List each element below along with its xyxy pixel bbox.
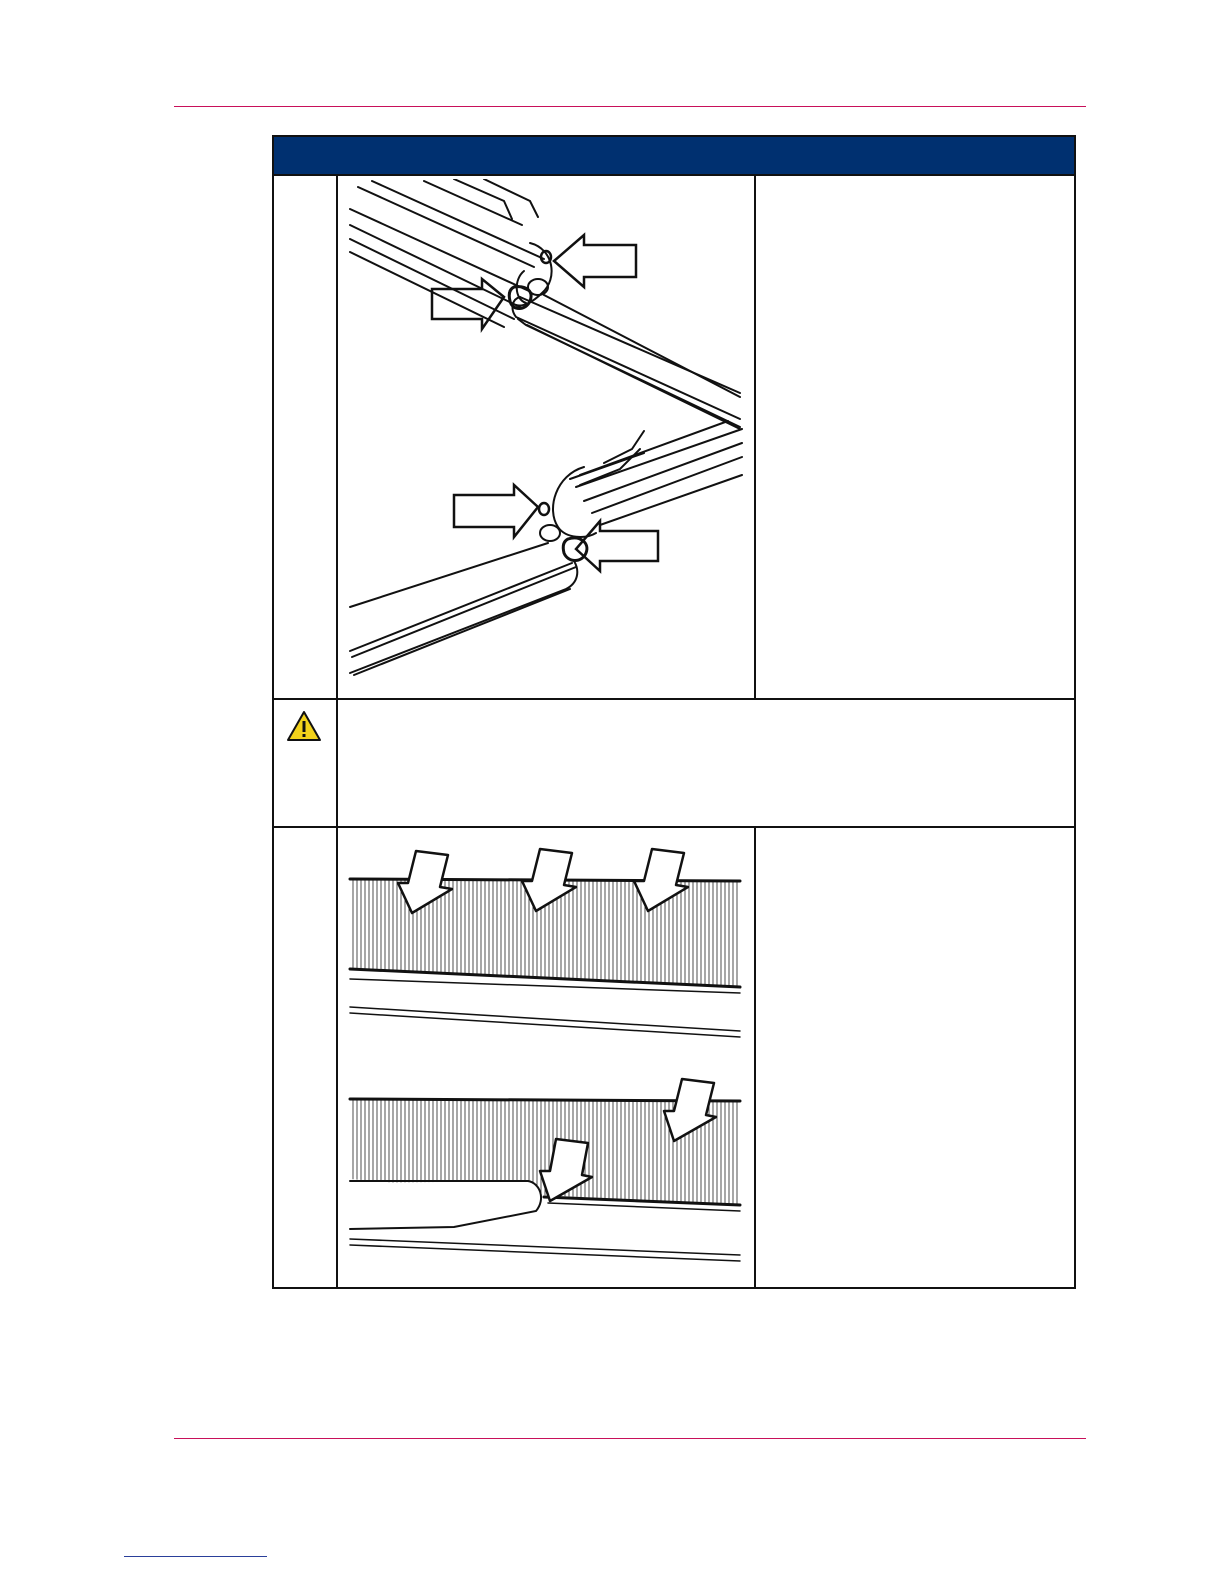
row-divider [274,174,1074,176]
column-divider [336,174,338,1289]
footnote-rule [124,1556,267,1557]
page-footer-rule [174,1438,1086,1439]
warning-icon [286,710,322,742]
column-divider [754,174,756,700]
row-divider [274,698,1074,700]
procedure-table [272,135,1076,1289]
drum-surface-icon [344,843,744,1283]
rotate-cartridge-icon [344,179,744,689]
table-header [274,137,1074,174]
column-divider [754,826,756,1289]
row-divider [274,826,1074,828]
page-header-rule [174,106,1086,107]
